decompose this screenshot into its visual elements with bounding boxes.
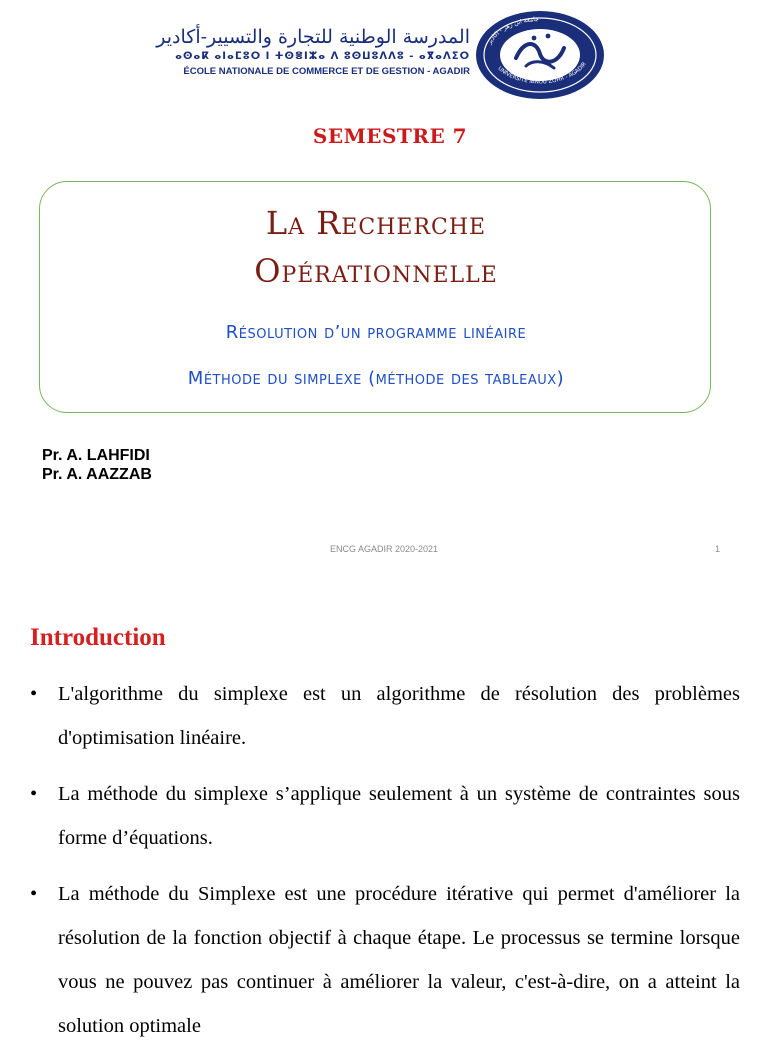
bullet-dot-icon: • [30, 883, 38, 905]
svg-text:UNIVERSITÉ IBNOU ZOHR - AGADIR: UNIVERSITÉ IBNOU ZOHR - AGADIR [496, 61, 588, 86]
slide-separator [0, 580, 768, 592]
subtitle-1: Résolution d’un programme linéaire [225, 322, 527, 343]
bullet-dot-icon: • [30, 683, 38, 705]
semester-label: SEMESTRE 7 [312, 124, 468, 148]
title-line-1: La Recherche [265, 204, 487, 242]
bullet-text: L'algorithme du simplexe est un algorithme de résolution des problèmes d'optimisation linéaire. [58, 683, 740, 749]
subtitle-2: Méthode du simplexe (méthode des tableaux) [187, 368, 565, 389]
bullet-list [30, 672, 740, 1060]
title-line-2: Opérationnelle [254, 252, 498, 290]
list-item [30, 672, 740, 760]
footer-text: ENCG AGADIR 2020-2021 [329, 544, 439, 554]
university-seal-icon [474, 10, 606, 100]
author-1: Pr. A. LAHFIDI [42, 447, 150, 464]
intro-slide [0, 592, 768, 1037]
school-name-tifinagh: ⴰⵙⴰⴽ ⴰⵏⴰⵎⵓⵔ ⵏ ⵜⵙⴻⵏⵣⴰ ⴷ ⵓⵙⵡⵓⴷⴷⵓ - ⴰⴳⴰⴷⵉⵔ [175, 51, 470, 62]
school-logo [140, 26, 470, 80]
bullet-text: La méthode du simplexe s’applique seulement à un système de contraintes sous forme d’équations. [58, 783, 740, 849]
list-item [30, 772, 740, 860]
title-box [39, 181, 711, 413]
school-name-french: ÉCOLE NATIONALE DE COMMERCE ET DE GESTION - AGADIR [183, 66, 470, 77]
list-item [30, 872, 740, 1048]
svg-text:جامعة ابن زهر - اكادير: جامعة ابن زهر - اكادير [486, 15, 539, 46]
bullet-text: La méthode du Simplexe est une procédure itérative qui permet d'améliorer la résolution de la fonction objectif à chaque étape. Le processus se termine lorsque vous ne pouvez pas continuer à améliorer la valeur, c'est-à-dire, on a atteint la solution optimale [58, 883, 740, 1037]
authors-block [42, 446, 152, 484]
school-name-arabic: المدرسة الوطنية للتجارة والتسيير-أكادير [156, 26, 470, 48]
section-heading: Introduction [30, 624, 166, 651]
author-2: Pr. A. AAZZAB [42, 466, 152, 483]
bullet-dot-icon: • [30, 783, 38, 805]
page-number: 1 [715, 544, 721, 554]
